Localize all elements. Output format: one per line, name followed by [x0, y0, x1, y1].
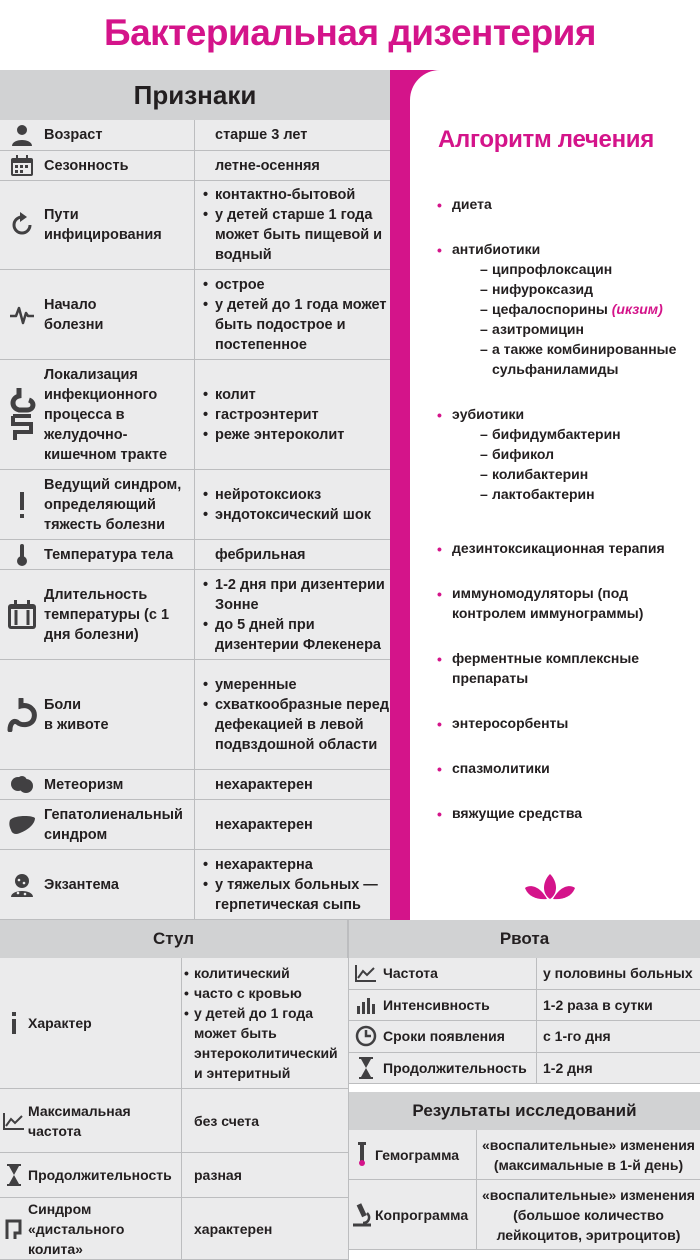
research-results-table [349, 1092, 700, 1250]
stool-table [0, 920, 348, 1260]
row-label: Возраст [44, 127, 103, 143]
antibiotic-item: – нифуроксазид [452, 279, 692, 299]
digestive-tract-icon [0, 386, 44, 444]
signs-row-onset [0, 270, 390, 360]
hourglass-icon [349, 1057, 383, 1079]
row-item: • до 5 дней при дизентерии Флекенера [203, 615, 390, 655]
microscope-icon [349, 1203, 375, 1227]
row-item: • у детей до 1 года может быть энтероколитический и энтеритный [184, 1003, 348, 1083]
row-item: • колит [203, 385, 390, 405]
row-value: без счета [194, 1112, 260, 1129]
eubiotic-item: – колибактерин [452, 464, 621, 484]
stool-row-duration [0, 1153, 348, 1198]
row-label: Копрограмма [375, 1206, 469, 1223]
treatment-item-astringents: • вяжущие средства [437, 805, 583, 822]
gas-icon [0, 775, 44, 795]
result-line: «воспалительные» изменения [482, 1186, 695, 1203]
row-item: • часто с кровью [184, 983, 348, 1003]
row-item: • нехарактерна [203, 855, 390, 875]
lotus-logo-icon [522, 872, 578, 905]
row-label: Начало болезни [44, 296, 104, 333]
research-heading: Результаты исследований [349, 1092, 700, 1130]
antibiotic-item: – цефалоспорины (икзим) [452, 299, 692, 319]
treatment-item-diet: • диета [437, 196, 492, 213]
row-label: Продолжительность [383, 1059, 527, 1076]
signs-row-meteorism [0, 770, 390, 800]
row-label: Гепатолиенальный синдром [44, 806, 183, 843]
vomit-row-onset [349, 1021, 700, 1053]
row-value: разная [194, 1167, 242, 1183]
row-label: Боли в животе [44, 696, 109, 733]
result-line: «воспалительные» изменения [482, 1136, 695, 1153]
row-label: Пути инфицирования [44, 207, 162, 243]
row-label: Гемограмма [375, 1146, 460, 1163]
row-item: • гастроэнтерит [203, 405, 390, 425]
clock-icon [349, 1025, 383, 1047]
row-value: с 1-го дня [543, 1028, 611, 1045]
row-label: Сроки появления [383, 1028, 505, 1045]
calendar-clock-icon [0, 600, 44, 630]
colon-icon [0, 1217, 28, 1241]
treatment-panel [390, 70, 700, 920]
info-icon [0, 1012, 28, 1034]
signs-table [0, 70, 390, 920]
highlight-text: (икзим) [611, 301, 663, 317]
thermometer-icon [0, 543, 44, 567]
row-item: • эндотоксический шок [203, 505, 390, 525]
row-label: Сезонность [44, 157, 129, 174]
antibiotic-item: – а также комбинированные сульфаниламиды [452, 339, 692, 379]
row-value: фебрильная [215, 546, 306, 563]
liver-icon [0, 814, 44, 836]
row-label: Локализация инфекционного процесса в желудочно-кишечном тракте [44, 366, 168, 463]
research-row-hemogram [349, 1130, 700, 1180]
row-label: Интенсивность [383, 996, 490, 1013]
stomach-icon [0, 698, 44, 732]
result-line: (большое количество [513, 1206, 664, 1223]
signs-row-hepatolienal [0, 800, 390, 850]
row-label: Синдром «дистального колита» [28, 1200, 125, 1257]
eubiotic-item: – бификол [452, 444, 621, 464]
pulse-icon [0, 304, 44, 326]
row-label: Длительность температуры (с 1 дня болезни) [44, 586, 170, 643]
result-line: (максимальные в 1-й день) [493, 1156, 684, 1173]
row-value: нехарактерен [215, 776, 313, 793]
row-value: 1-2 дня [543, 1059, 593, 1076]
eubiotic-item: – лактобактерин [452, 484, 621, 504]
stool-heading: Стул [0, 920, 348, 958]
treatment-item-eubiotics: • эубиотики – бифидумбактерин – бификол – колибактерин – лактобактерин [452, 404, 621, 504]
row-label: Температура тела [44, 546, 174, 563]
row-value: летне-осенняя [215, 157, 320, 174]
signs-heading: Признаки [0, 70, 390, 120]
vomit-row-duration [349, 1053, 700, 1085]
test-tube-icon [349, 1142, 375, 1168]
treatment-item-immuno: • иммуномодуляторы (под контролем иммунограммы) [437, 585, 644, 621]
antibiotic-item: – азитромицин [452, 319, 692, 339]
line-chart-icon [0, 1112, 28, 1130]
signs-row-leading-syndrome [0, 470, 390, 540]
signs-row-infection-routes [0, 181, 390, 270]
stool-row-character [0, 958, 348, 1089]
row-item: • схваткообразные перед дефекацией в левой подвздошной области [203, 695, 390, 755]
row-value: нехарактерен [215, 816, 313, 833]
research-row-coprogram [349, 1180, 700, 1250]
treatment-item-spasmolytics: • спазмолитики [437, 760, 550, 777]
vomit-row-frequency [349, 958, 700, 990]
row-item: • умеренные [203, 675, 390, 695]
row-item: • нейротоксиокз [203, 485, 390, 505]
result-line: лейкоцитов, эритроцитов) [496, 1226, 681, 1243]
treatment-item-enzymes: • ферментные комплексные препараты [437, 650, 640, 686]
row-value: 1-2 раза в сутки [543, 996, 653, 1013]
row-label: Характер [28, 1015, 92, 1031]
bar-chart-icon [349, 996, 383, 1014]
treatment-item-antibiotics: • антибиотики – ципрофлоксацин – нифуроксазид – цефалоспорины (икзим) – азитромицин – а также комбинированные сульфаниламиды [452, 239, 692, 379]
signs-row-age [0, 120, 390, 151]
signs-row-season [0, 151, 390, 181]
calendar-icon [0, 155, 44, 177]
line-chart-icon [349, 964, 383, 982]
refresh-arrow-icon [0, 211, 44, 239]
signs-row-temperature [0, 540, 390, 570]
stool-row-distal-colitis [0, 1198, 348, 1260]
person-icon [0, 123, 44, 147]
row-label: Метеоризм [44, 776, 124, 793]
rash-face-icon [0, 872, 44, 898]
row-label: Максимальная частота [28, 1102, 131, 1139]
stool-row-max-frequency [0, 1089, 348, 1153]
vomit-table [349, 920, 700, 1084]
row-item: • реже энтероколит [203, 425, 390, 445]
row-value: старше 3 лет [215, 127, 308, 143]
row-value: у половины больных [543, 965, 693, 982]
treatment-heading: Алгоритм лечения [438, 126, 654, 153]
row-label: Экзантема [44, 876, 119, 893]
row-item: • у детей до 1 года может быть подострое и постепенное [203, 295, 390, 355]
treatment-item-enterosorbents: • энтеросорбенты [437, 715, 569, 732]
row-label: Ведущий синдром, определяющий тяжесть болезни [44, 476, 182, 533]
eubiotic-item: – бифидумбактерин [452, 424, 621, 444]
hourglass-icon [0, 1164, 28, 1186]
row-item: • контактно-бытовой [203, 185, 390, 205]
signs-row-abdominal-pain [0, 660, 390, 770]
column-divider [348, 920, 349, 1260]
row-item: • у тяжелых больных — герпетическая сыпь [203, 875, 390, 915]
signs-row-temperature-duration [0, 570, 390, 660]
row-item: • у детей старше 1 года может быть пищевой и водный [203, 205, 390, 265]
vomit-heading: Рвота [349, 920, 700, 958]
row-item: • острое [203, 275, 390, 295]
page-title: Бактериальная дизентерия [103, 12, 597, 53]
row-label: Продолжительность [28, 1167, 172, 1183]
row-value: характерен [194, 1220, 273, 1237]
row-item: • колитический [184, 963, 348, 983]
row-label: Частота [383, 965, 438, 982]
signs-row-exanthema [0, 850, 390, 920]
vomit-row-intensity [349, 990, 700, 1022]
row-item: • 1-2 дня при дизентерии Зонне [203, 575, 390, 615]
signs-row-localization [0, 360, 390, 470]
exclamation-icon [0, 491, 44, 519]
antibiotic-item: – ципрофлоксацин [452, 259, 692, 279]
treatment-item-detox: • дезинтоксикационная терапия [437, 540, 665, 557]
